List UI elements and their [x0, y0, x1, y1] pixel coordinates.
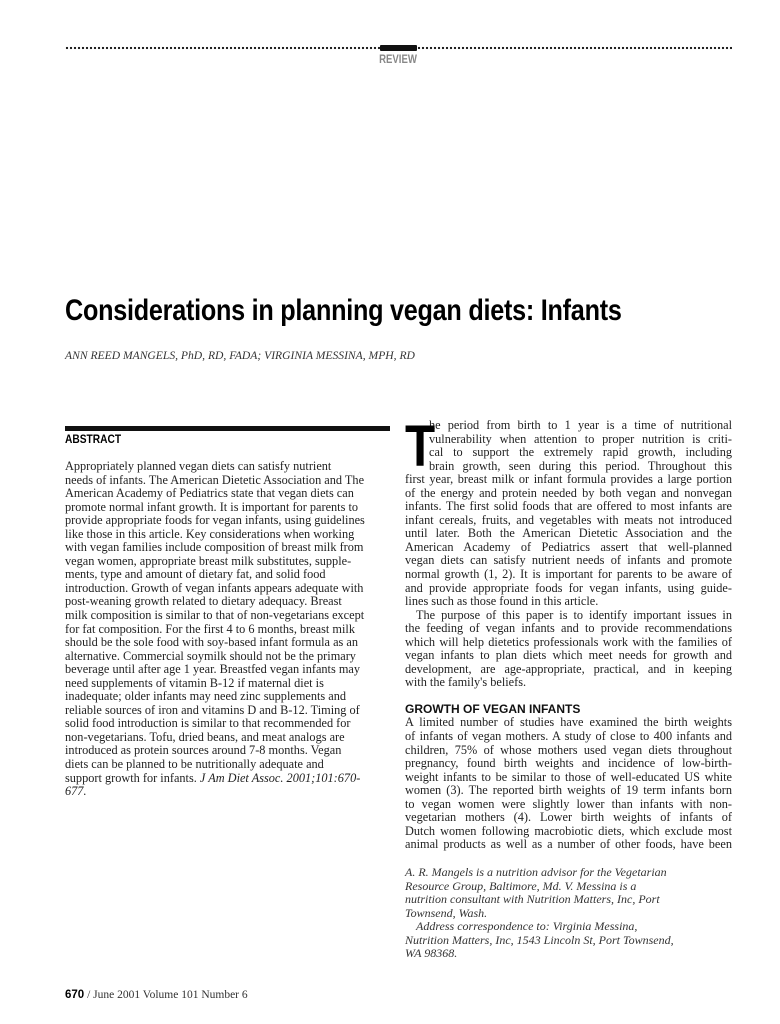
text-line: children, 75% of whose mothers used vegan diets throughout [405, 742, 732, 757]
text-line: need supplements of vitamin B-12 if maternal diet is [65, 675, 324, 690]
text-line [65, 772, 395, 786]
text-line: lines such as those found in this article. [405, 594, 599, 609]
text-line: A limited number of studies have examined the birth weights [405, 715, 732, 730]
text-line: normal growth (1, 2). It is important for parents to be aware of [405, 567, 732, 582]
text-line: WA 98368. [405, 946, 458, 961]
header-rule-marker [380, 45, 417, 51]
text-line: Townsend, Wash. [405, 905, 488, 920]
text-line: should be the sole food with soy-based infant formula as an [65, 635, 359, 650]
text-line: post-weaning growth related to dietary adequacy. Breast [65, 594, 342, 609]
text-line: with the family's beliefs. [405, 675, 527, 690]
author-footnote [405, 866, 674, 961]
text-line: Nutrition Matters, Inc, 1543 Lincoln St, Port Townsend, [405, 932, 674, 947]
text-line: introduced as protein sources around 7-8 months. Vegan [65, 743, 342, 758]
text-line: like those in this article. Key considerations when working [65, 526, 355, 541]
abstract-body [65, 460, 395, 799]
section-label: REVIEW [379, 52, 417, 66]
article-body [405, 414, 732, 852]
text-line: Address correspondence to: Virginia Messina, [416, 919, 638, 934]
text-line: of infants of vegan mothers. A study of close to 400 infants and [405, 729, 732, 744]
growth-paragraph [405, 716, 732, 851]
text-line: needs of infants. The American Dietetic Association and The [65, 472, 365, 487]
text-line: non-vegetarians. Tofu, dried beans, and meat analogs are [65, 729, 345, 744]
text-line: which will help dietetics professionals work with the families of [405, 634, 732, 649]
text-line: inadequate; older infants may need zinc supplements and [65, 689, 347, 704]
text-line: for fat composition. For the first 4 to 6 months, breast milk [65, 621, 355, 636]
text-line: vegan diets can satisfy nutrient needs of infants and promote [405, 553, 732, 568]
section-heading: GROWTH OF VEGAN INFANTS [405, 701, 581, 716]
text-line: alternative. Commercial soymilk should not be the primary [65, 648, 356, 663]
text-line: diets can be planned to be nutritionally adequate and [65, 757, 324, 772]
text-line: vulnerability when attention to proper nutrition is criti- [429, 431, 732, 446]
text-line: vegan infants to plan diets which meet needs for growth and [405, 648, 732, 663]
text-line: with vegan families include composition of breast milk from [65, 540, 364, 555]
text-line: women (3). The reported birth weights of 19 term infants born [405, 783, 732, 798]
article-title: Considerations in planning vegan diets: Infants [65, 294, 622, 327]
abstract-rule [65, 426, 390, 431]
text-line: introduction. Growth of vegan infants appears adequate with [65, 580, 364, 595]
text-line: cal to support the extremely rapid growth, including [429, 445, 732, 460]
text-line: until later. Both the American Dietetic Association and the [405, 526, 732, 541]
text-line [65, 785, 395, 799]
text-line: brain growth, seen during this period. Throughout this [429, 458, 732, 473]
text-line: milk composition is similar to that of non-vegetarians except [65, 608, 365, 623]
text-line: beverage until after age 1 year. Breastfed vegan infants may [65, 662, 360, 677]
text-line: American Academy of Pediatrics assert that well-planned [405, 539, 732, 554]
text-line: Resource Group, Baltimore, Md. V. Messina is a [405, 878, 637, 893]
text-line: to vegan women were slightly lower than infants with non- [405, 796, 732, 811]
citation: J Am Diet Assoc. 2001;101:670- [199, 770, 361, 785]
text-line: American Academy of Pediatrics state that vegan diets can [65, 486, 354, 501]
text-line: infant cereals, fruits, and vegetables with meats not introduced [405, 512, 732, 527]
text-line: provide appropriate foods for vegan infants, using guidelines [65, 513, 365, 528]
text-line: nutrition consultant with Nutrition Matters, Inc, Port [405, 892, 660, 907]
text-line: animal products as well as a number of other foods, have been [405, 837, 732, 852]
text-line: solid food introduction is similar to that recommended for [65, 716, 351, 731]
author-line: ANN REED MANGELS, PhD, RD, FADA; VIRGINIA MESSINA, MPH, RD [65, 349, 415, 362]
page-number: 670 [65, 989, 85, 1001]
text-line: A. R. Mangels is a nutrition advisor for the Vegetarian [405, 865, 667, 879]
issue-info: / June 2001 Volume 101 Number 6 [84, 989, 248, 1001]
text-line: weight infants to be similar to those of well-educated US white [405, 769, 732, 784]
text-line: he period from birth to 1 year is a time of nutritional [429, 418, 732, 432]
text-line: development, are age-appropriate, practical, and in keeping [405, 661, 732, 676]
citation: 677. [65, 784, 87, 799]
text-line: and provide appropriate foods for vegan infants, using guide- [405, 580, 732, 595]
text-line: of the energy and protein needed by both vegan and nonvegan [405, 485, 732, 500]
text-line: The purpose of this paper is to identify important issues in [416, 607, 732, 622]
page-footer [65, 989, 248, 1001]
text-line: ments, type and amount of dietary fat, and solid food [65, 567, 326, 582]
drop-cap: T [405, 414, 436, 479]
text-line-part: support growth for infants. [65, 770, 200, 785]
text-line: Dutch women following macrobiotic diets, which exclude most [405, 823, 732, 838]
intro-paragraph [405, 414, 732, 609]
text-line: vegan women, appropriate breast milk substitutes, supple- [65, 553, 352, 568]
text-line: the feeding of vegan infants and to provide recommendations [405, 621, 732, 636]
abstract-heading: ABSTRACT [65, 432, 122, 446]
purpose-paragraph [405, 609, 732, 690]
text-line: Appropriately planned vegan diets can satisfy nutrient [65, 459, 332, 473]
text-line: pregnancy, found birth weights and incidence of low-birth- [405, 756, 732, 771]
text-line: promote normal infant growth. It is important for parents to [65, 499, 359, 514]
text-line: infants. The first solid foods that are offered to most infants are [405, 499, 732, 514]
text-line: vegetarian mothers (4). Lower birth weights of infants of [405, 810, 732, 825]
text-line: reliable sources of iron and vitamins D and B-12. Timing of [65, 702, 360, 717]
text-line: first year, breast milk or infant formula provides a large portion [405, 472, 732, 487]
